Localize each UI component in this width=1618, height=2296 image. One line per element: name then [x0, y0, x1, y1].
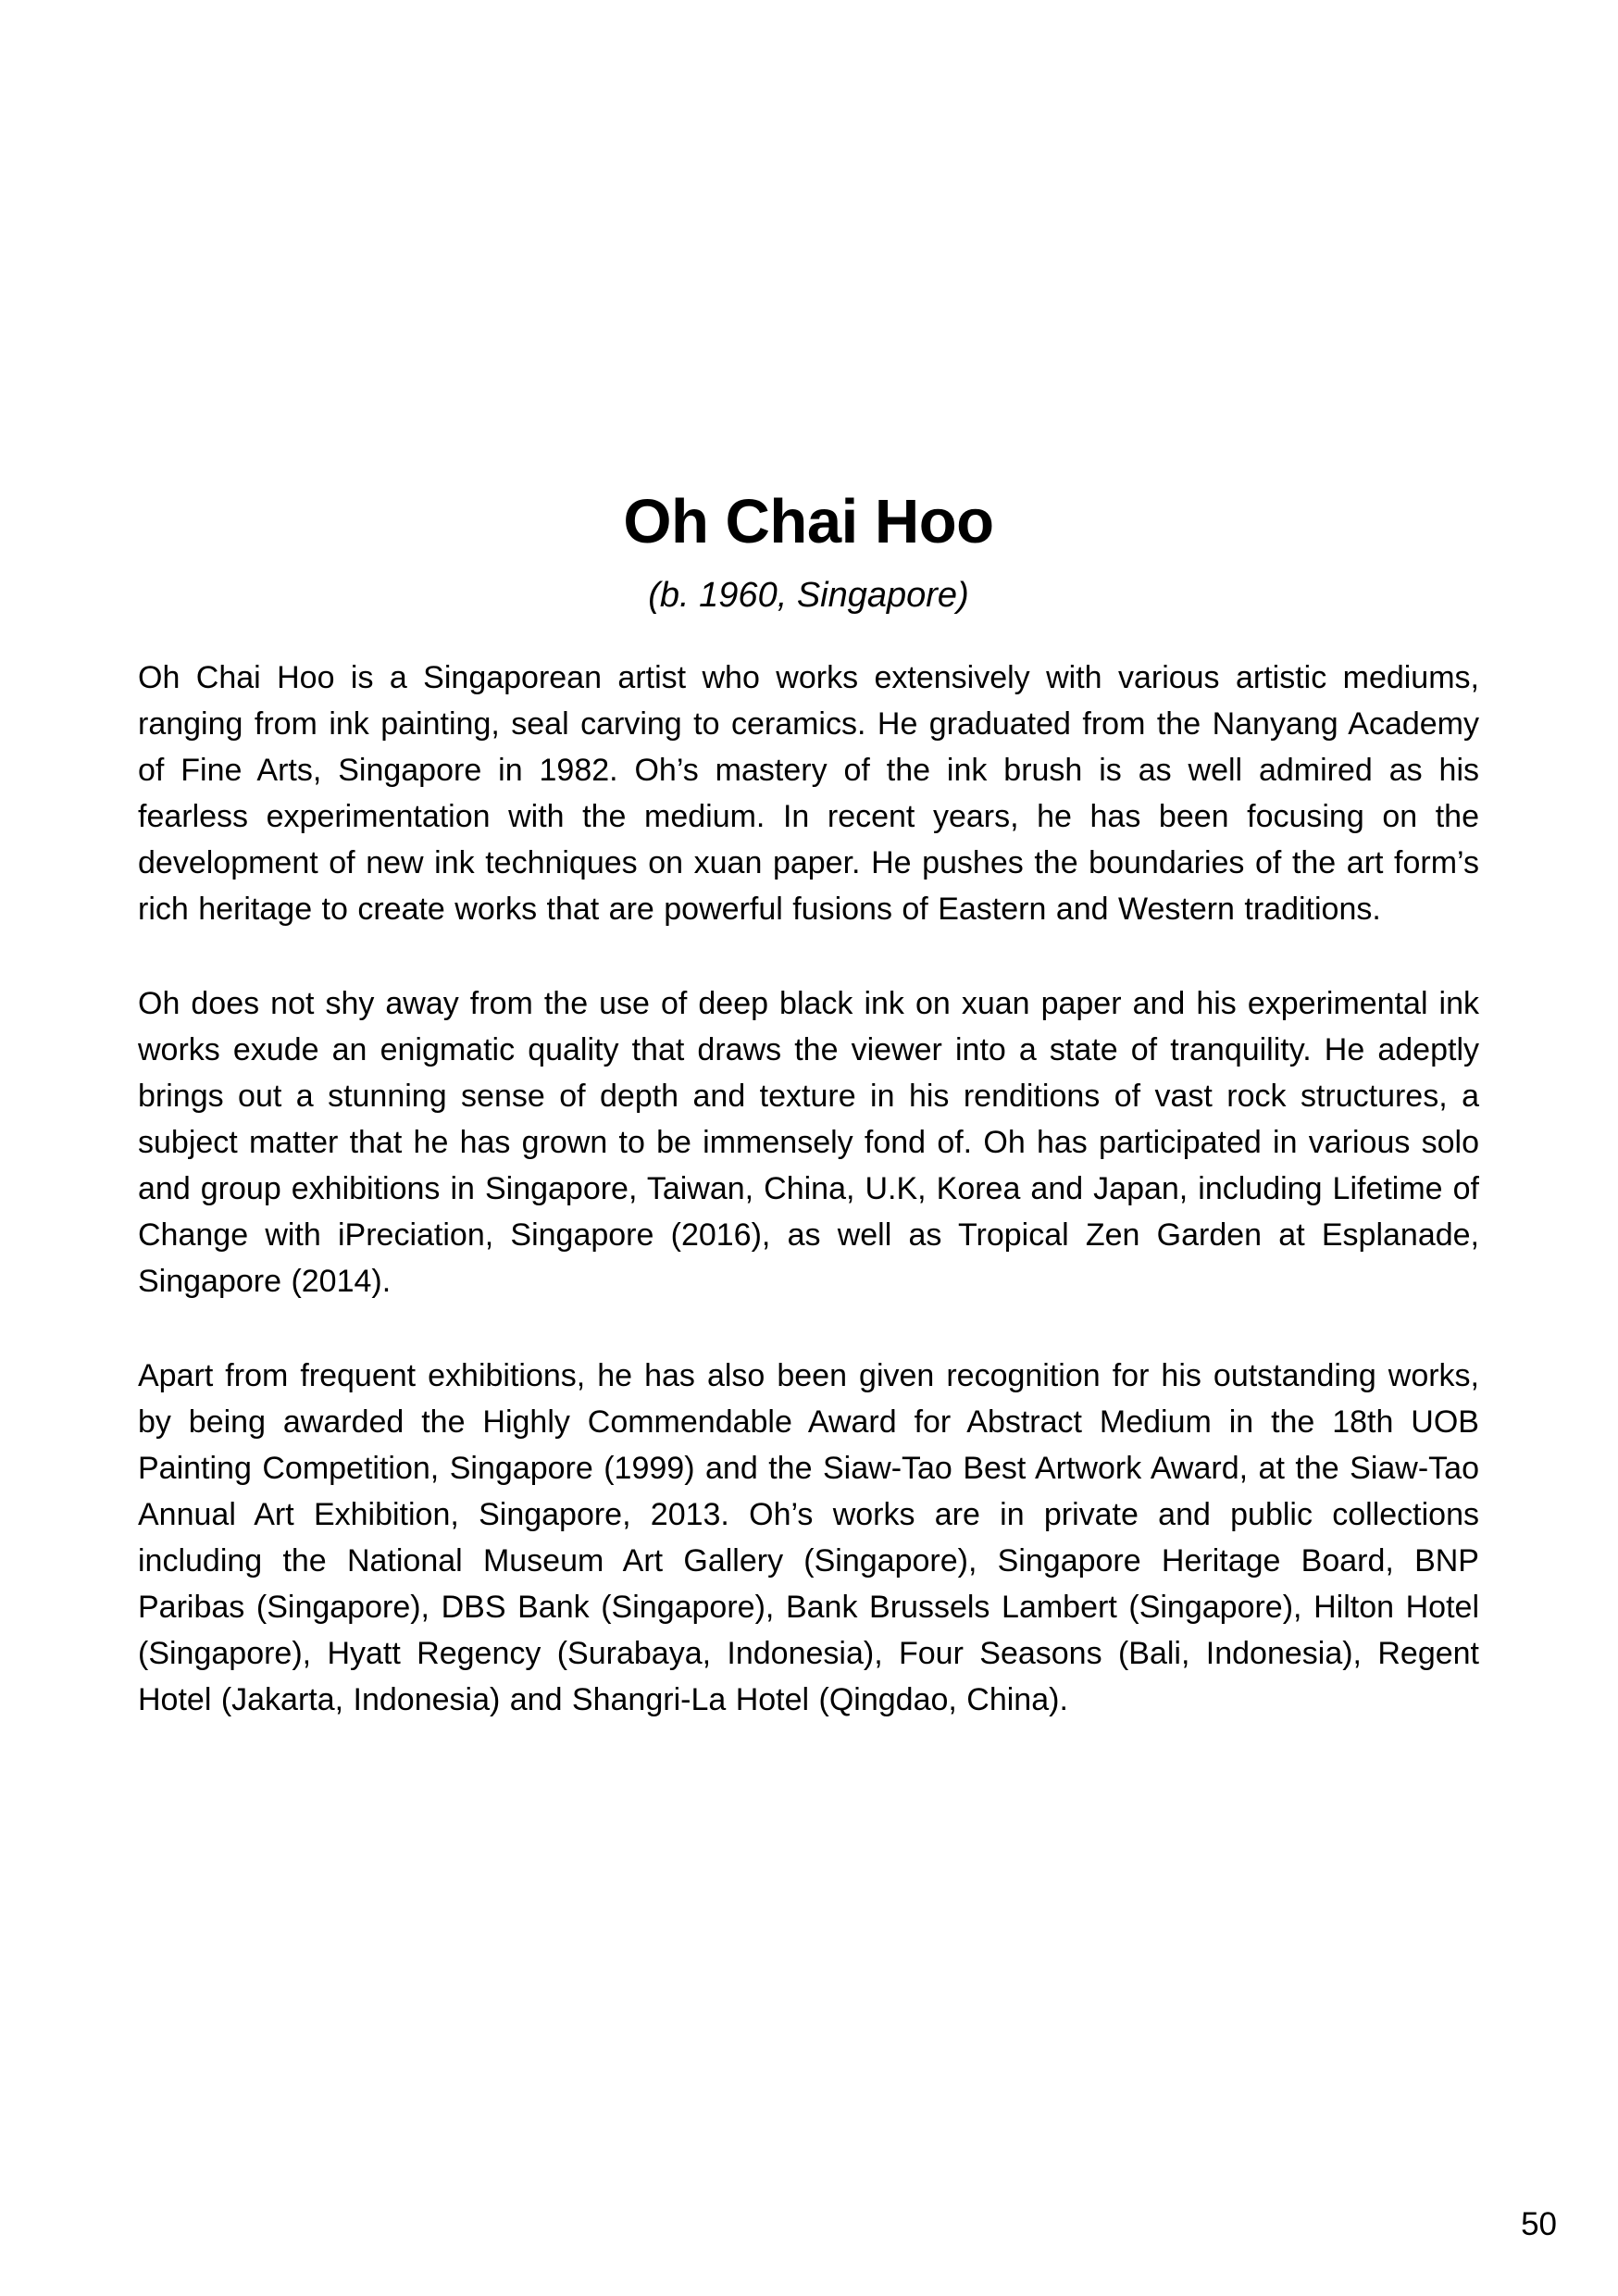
bio-paragraph-1: Oh Chai Hoo is a Singaporean artist who works extensively with various artistic mediums, ranging from ink painting, seal carving to ceramics. He graduated from the Nanyang Academy of Fine Arts, Singapore in 1982. Oh’s mastery of the ink brush is as well admired as his fearless experimentation with the medium. In recent years, he has been focusing on the development of new ink techniques on xuan paper. He pushes the boundaries of the art form’s rich heritage to create works that are powerful fusions of Eastern and Western traditions. [138, 660, 1479, 927]
page-number: 50 [1521, 2206, 1557, 2242]
page-title: Oh Chai Hoo [623, 487, 994, 556]
bio-paragraph-3: Apart from frequent exhibitions, he has also been given recognition for his outstanding works, by being awarded the Highly Commendable Award for Abstract Medium in the 18th UOB Painting Competition, Singapore (1999) and the Siaw-Tao Best Artwork Award, at the Siaw-Tao Annual Art Exhibition, Singapore, 2013. Oh’s works are in private and public collections including the National Museum Art Gallery (Singapore), Singapore Heritage Board, BNP Paribas (Singapore), DBS Bank (Singapore), Bank Brussels Lambert (Singapore), Hilton Hotel (Singapore), Hyatt Regency (Surabaya, Indonesia), Four Seasons (Bali, Indonesia), Regent Hotel (Jakarta, Indonesia) and Shangri-La Hotel (Qingdao, China). [138, 1358, 1479, 1717]
biography-text [138, 655, 1479, 1723]
page-header [138, 0, 1479, 616]
bio-paragraph-2: Oh does not shy away from the use of deep black ink on xuan paper and his experimental ink works exude an enigmatic quality that draws the viewer into a state of tranquility. He adeptly brings out a stunning sense of depth and texture in his renditions of vast rock structures, a subject matter that he has grown to be immensely fond of. Oh has participated in various solo and group exhibitions in Singapore, Taiwan, China, U.K, Korea and Japan, including Lifetime of Change with iPreciation, Singapore (2016), as well as Tropical Zen Garden at Esplanade, Singapore (2014). [138, 986, 1479, 1299]
artist-birth-info: (b. 1960, Singapore) [648, 576, 969, 615]
text-column [138, 0, 1479, 1771]
